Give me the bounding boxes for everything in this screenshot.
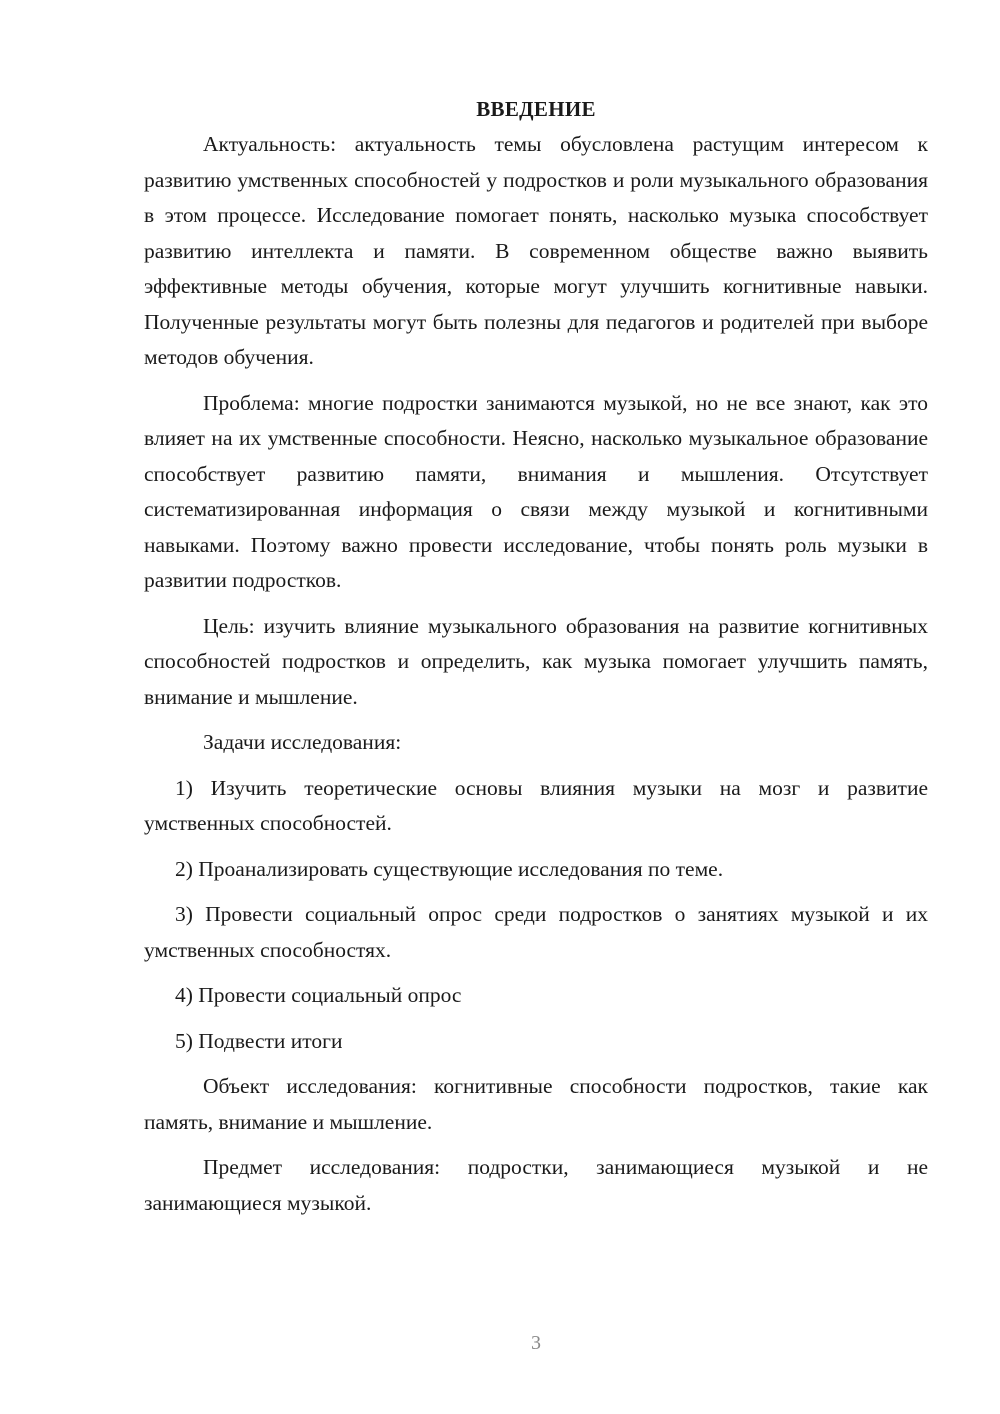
tasks-list [144, 771, 928, 1060]
problem-paragraph: Проблема: многие подростки занимаются музыкой, но не все знают, как это влияет на их умственные способности. Неясно, насколько музыкальное образование способствует развитию памяти, внимания и мышления. Отсутствует систематизированная информация о связи между музыкой и когнитивными навыками. Поэтому важно провести исследование, чтобы понять роль музыки в развитии подростков. [144, 390, 928, 592]
document-page [144, 92, 928, 1231]
task-item: 3) Провести социальный опрос среди подростков о занятиях музыкой и их умственных способностях. [144, 902, 928, 962]
object-paragraph: Объект исследования: когнитивные способности подростков, такие как память, внимание и мышление. [144, 1074, 928, 1134]
relevance-paragraph: Актуальность: актуальность темы обусловлена растущим интересом к развитию умственных способностей у подростков и роли музыкального образования в этом процессе. Исследование помогает понять, насколько музыка способствует развитию интеллекта и памяти. В современном обществе важно выявить эффективные методы обучения, которые могут улучшить когнитивные навыки. Полученные результаты могут быть полезны для педагогов и родителей при выборе методов обучения. [144, 132, 928, 369]
task-item: 2) Проанализировать существующие исследования по теме. [175, 856, 724, 881]
page-title: ВВЕДЕНИЕ [476, 97, 596, 121]
task-item: 5) Подвести итоги [175, 1028, 343, 1053]
goal-paragraph: Цель: изучить влияние музыкального образования на развитие когнитивных способностей подростков и определить, как музыка помогает улучшить память, внимание и мышление. [144, 613, 928, 709]
page-number: 3 [531, 1332, 541, 1354]
task-item: 1) Изучить теоретические основы влияния музыки на мозг и развитие умственных способностей. [144, 775, 928, 835]
task-item: 4) Провести социальный опрос [175, 983, 462, 1007]
subject-paragraph: Предмет исследования: подростки, занимающиеся музыкой и не занимающиеся музыкой. [144, 1155, 928, 1215]
tasks-heading: Задачи исследования: [203, 730, 402, 754]
